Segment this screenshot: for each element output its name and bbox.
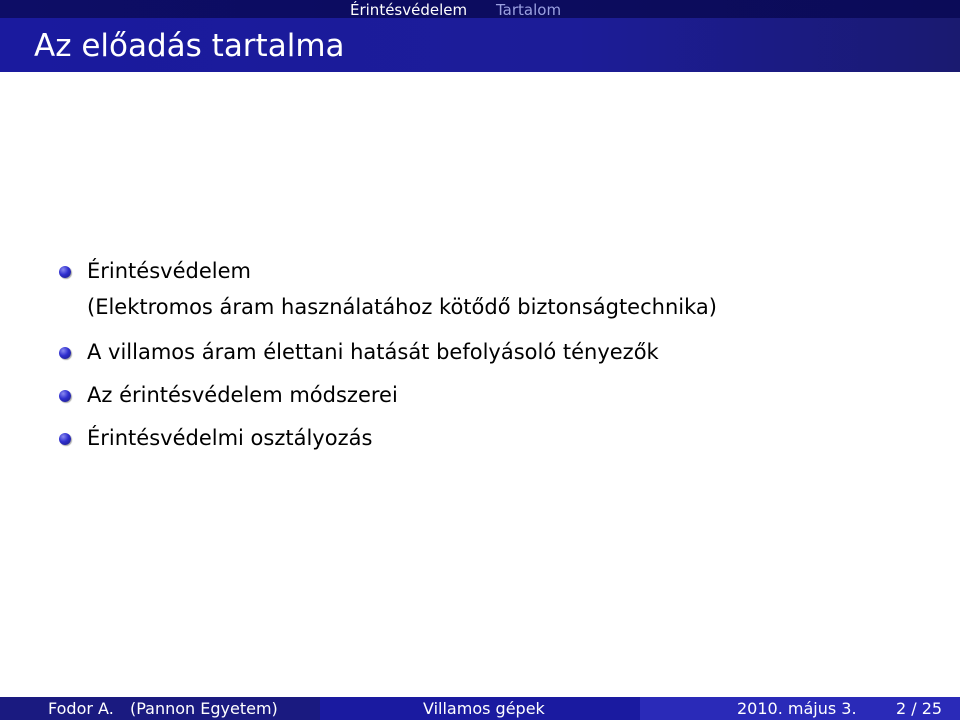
frame-footer [0,697,960,720]
footer-date: 2010. május 3. [737,699,857,718]
frame-title: Az előadás tartalma [34,28,345,64]
bullet-icon [59,266,71,278]
footer-author-panel [0,697,320,720]
footer-course: Villamos gépek [423,699,545,718]
footer-institution: (Pannon Egyetem) [130,699,278,718]
bullet-icon [59,390,71,402]
list-item-line: Érintésvédelem [87,259,251,283]
list-item-line: Érintésvédelmi osztályozás [87,426,373,450]
bullet-icon [59,347,71,359]
list-item-line: A villamos áram élettani hatását befolyásoló tényezők [87,340,659,364]
list-item-line: (Elektromos áram használatához kötődő biztonságtechnika) [87,295,717,319]
nav-section-erintesvedelem[interactable]: Érintésvédelem [350,1,468,19]
footer-title-panel [320,697,640,720]
footer-author: Fodor A. [48,699,114,718]
list-item-line: Az érintésvédelem módszerei [87,383,398,407]
bullet-icon [59,433,71,445]
footer-page-number: 2 / 25 [896,699,943,718]
footer-date-panel [640,697,960,720]
nav-subsection-tartalom[interactable]: Tartalom [496,1,562,19]
